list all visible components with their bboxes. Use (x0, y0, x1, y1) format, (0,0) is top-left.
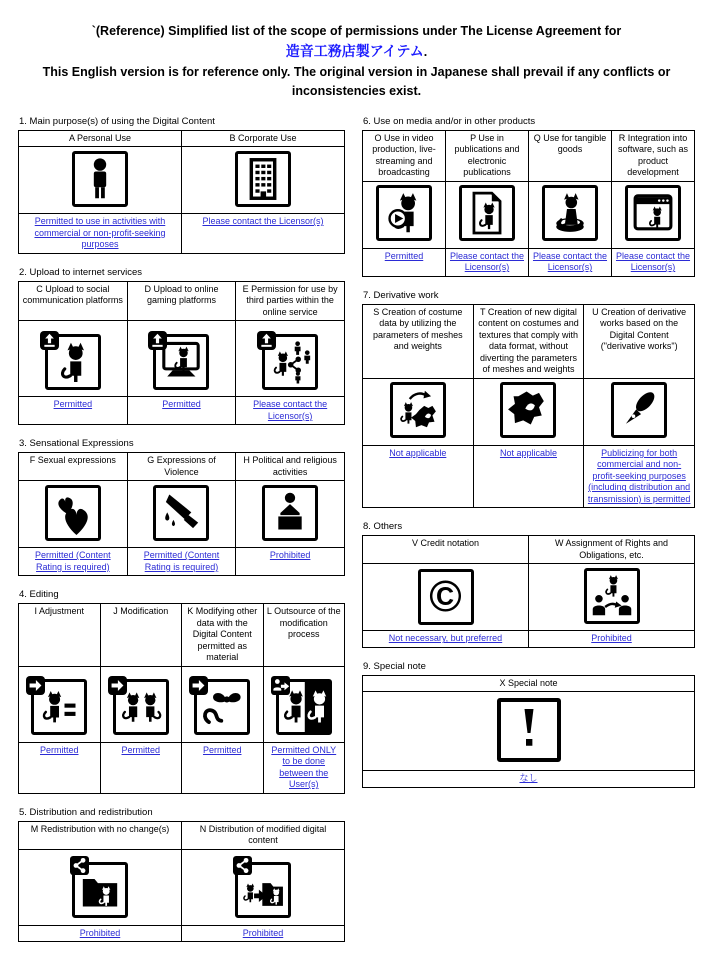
cell-i-icon-cell (19, 666, 101, 742)
modify-badge-icon (189, 676, 208, 695)
cell-m-icon-cell (19, 849, 182, 925)
upload-badge-icon (257, 331, 276, 350)
modified-folder-share-icon (235, 862, 291, 918)
software-cat-icon (625, 185, 681, 241)
section-1-title: 1. Main purpose(s) of using the Digital Content (19, 115, 215, 127)
section-upload (18, 267, 345, 426)
section-4-title: 4. Editing (19, 589, 59, 601)
section-8-table (362, 535, 695, 648)
cell-t-status: Not applicable (473, 445, 584, 508)
folder-cat-share-icon (72, 862, 128, 918)
cell-c-label: C Upload to social communication platforms (19, 281, 128, 321)
cell-j-label: J Modification (100, 604, 182, 667)
cell-h-icon-cell (236, 481, 345, 548)
upload-badge-icon (148, 331, 167, 350)
cell-d-status: Permitted (127, 397, 236, 425)
section-distribution (18, 807, 345, 943)
copyright-icon: © (418, 569, 474, 625)
cell-d-label: D Upload to online gaming platforms (127, 281, 236, 321)
product-name-jp: 造音工務店製アイテム (285, 43, 424, 60)
cell-i-status: Permitted (19, 742, 101, 793)
cell-e-label: E Permission for use by third parties within the online service (236, 281, 345, 321)
cell-f-status: Permitted (Content Rating is required) (19, 548, 128, 576)
cell-x-icon-cell (363, 692, 695, 771)
section-6-table (362, 130, 695, 277)
cat-equals-icon (31, 679, 87, 735)
section-5-title: 5. Distribution and redistribution (19, 806, 153, 818)
cell-l-icon-cell (263, 666, 345, 742)
cell-u-icon-cell (584, 378, 695, 445)
share-badge-icon (70, 856, 89, 875)
cell-r-label: R Integration into software, such as product development (612, 130, 695, 181)
title-period: . (423, 45, 428, 60)
cell-k-label: K Modifying other data with the Digital Content permitted as material (182, 604, 264, 667)
cell-w-label: W Assignment of Rights and Obligations, etc. (529, 536, 695, 564)
cell-g-status: Permitted (Content Rating is required) (127, 548, 236, 576)
cell-d-icon-cell (127, 321, 236, 397)
cell-c-status: Permitted (19, 397, 128, 425)
cell-w-status: Prohibited (529, 631, 695, 648)
cell-j-status: Permitted (100, 742, 182, 793)
cell-j-icon-cell (100, 666, 182, 742)
cell-a-status: Permitted to use in activities with commercial or non-profit-seeking purposes (19, 214, 182, 254)
cell-v-icon-cell (363, 564, 529, 631)
section-6-title: 6. Use on media and/or in other products (363, 115, 536, 127)
building-icon (235, 151, 291, 207)
person-icon (72, 151, 128, 207)
cell-v-status: Not necessary, but preferred (363, 631, 529, 648)
section-1-table (18, 130, 345, 254)
publication-cat-icon (459, 185, 515, 241)
section-3-title: 3. Sensational Expressions (19, 438, 134, 450)
share-badge-icon (233, 856, 252, 875)
section-5-table (18, 821, 345, 943)
cell-f-label: F Sexual expressions (19, 453, 128, 481)
cell-e-status: Please contact the Licensor(s) (236, 397, 345, 425)
cat-material-icon (194, 679, 250, 735)
cell-r-status: Please contact the Licensor(s) (612, 248, 695, 276)
cell-v-label: V Credit notation (363, 536, 529, 564)
costume-data-icon (390, 382, 446, 438)
section-2-title: 2. Upload to internet services (19, 266, 143, 278)
section-media-products (362, 116, 695, 277)
rights-assignment-icon (584, 568, 640, 624)
cell-u-status: Publicizing for both commercial and non-profit-seeking purposes (including distribution and transmission) is permitted (584, 445, 695, 508)
two-cats-icon (113, 679, 169, 735)
cell-q-icon-cell (529, 181, 612, 248)
cell-t-label: T Creation of new digital content on costumes and textures that comply with data format, without diverting the parameters of meshes and weights (473, 304, 584, 378)
cell-q-status: Please contact the Licensor(s) (529, 248, 612, 276)
cat-play-icon (376, 185, 432, 241)
outsource-cats-icon (276, 679, 332, 735)
cell-i-label: I Adjustment (19, 604, 101, 667)
cell-r-icon-cell (612, 181, 695, 248)
modify-badge-icon (26, 676, 45, 695)
cell-s-label: S Creation of costume data by utilizing the parameters of meshes and weights (363, 304, 474, 378)
section-derivative (362, 290, 695, 509)
two-column-layout (18, 116, 695, 955)
cell-f-icon-cell (19, 481, 128, 548)
cell-g-label: G Expressions of Violence (127, 453, 236, 481)
cell-o-status: Permitted (363, 248, 446, 276)
cell-m-status: Prohibited (19, 925, 182, 942)
cell-o-label: O Use in video production, live-streaming and broadcasting (363, 130, 446, 181)
third-party-share-icon (262, 334, 318, 390)
cat-monitor-upload-icon (153, 334, 209, 390)
section-8-title: 8. Others (363, 521, 403, 533)
cell-l-status: Permitted ONLY to be done between the User(s) (263, 742, 345, 793)
exclamation-icon (497, 698, 561, 762)
hearts-icon (45, 485, 101, 541)
cell-e-icon-cell (236, 321, 345, 397)
title-line2: This English version is for reference only. The original version in Japanese shall prevail if any conflicts or inconsistencies exist. (42, 65, 671, 99)
section-2-table (18, 281, 345, 426)
cell-t-icon-cell (473, 378, 584, 445)
cat-upload-icon (45, 334, 101, 390)
cell-b-icon-cell (182, 147, 345, 214)
cell-p-status: Please contact the Licensor(s) (446, 248, 529, 276)
section-4-table (18, 603, 345, 794)
section-7-table (362, 304, 695, 509)
cell-l-label: L Outsource of the modification process (263, 604, 345, 667)
upload-badge-icon (40, 331, 59, 350)
cell-o-icon-cell (363, 181, 446, 248)
section-9-title: 9. Special note (363, 660, 426, 672)
cell-u-label: U Creation of derivative works based on the Digital Content ("derivative works") (584, 304, 695, 378)
modify-badge-icon (108, 676, 127, 695)
cell-n-icon-cell (182, 849, 345, 925)
podium-speaker-icon (262, 485, 318, 541)
figurine-cat-icon (542, 185, 598, 241)
cell-p-icon-cell (446, 181, 529, 248)
knife-icon (153, 485, 209, 541)
cell-q-label: Q Use for tangible goods (529, 130, 612, 181)
cell-n-status: Prohibited (182, 925, 345, 942)
section-editing (18, 589, 345, 794)
cell-s-status: Not applicable (363, 445, 474, 508)
pen-icon (611, 382, 667, 438)
cell-s-icon-cell (363, 378, 474, 445)
section-special-note (362, 661, 695, 788)
cell-g-icon-cell (127, 481, 236, 548)
section-9-table (362, 675, 695, 788)
outsource-badge-icon (271, 676, 290, 695)
cell-x-status: なし (363, 771, 695, 788)
cell-n-label: N Distribution of modified digital content (182, 821, 345, 849)
section-main-purpose (18, 116, 345, 254)
right-column (362, 116, 695, 801)
section-sensational (18, 438, 345, 576)
cell-p-label: P Use in publications and electronic publications (446, 130, 529, 181)
cell-k-icon-cell (182, 666, 264, 742)
cell-a-icon-cell (19, 147, 182, 214)
cell-h-label: H Political and religious activities (236, 453, 345, 481)
title-line1: `(Reference) Simplified list of the scope of permissions under The License Agreement for (91, 24, 622, 38)
cell-b-label: B Corporate Use (182, 130, 345, 147)
cell-a-label: A Personal Use (19, 130, 182, 147)
shirt-icon (500, 382, 556, 438)
left-column (18, 116, 345, 955)
section-3-table (18, 452, 345, 576)
section-7-title: 7. Derivative work (363, 289, 439, 301)
cell-c-icon-cell (19, 321, 128, 397)
cell-h-status: Prohibited (236, 548, 345, 576)
cell-x-label: X Special note (363, 675, 695, 692)
cell-m-label: M Redistribution with no change(s) (19, 821, 182, 849)
cell-b-status: Please contact the Licensor(s) (182, 214, 345, 254)
cell-w-icon-cell (529, 564, 695, 631)
section-others (362, 521, 695, 648)
document-title (21, 22, 693, 102)
cell-k-status: Permitted (182, 742, 264, 793)
